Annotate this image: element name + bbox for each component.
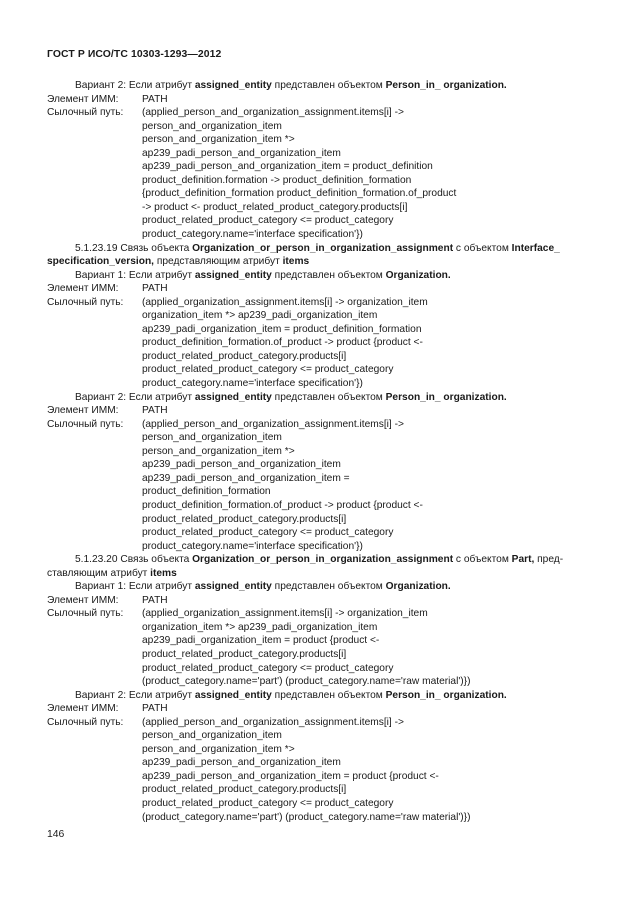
element-imm-row	[47, 282, 587, 296]
variant-mid: представлен объектом	[271, 80, 386, 91]
path-line: person_and_organization_item *>	[142, 445, 295, 457]
attribute-name: assigned_entity	[194, 269, 272, 281]
section-entity: Organization_or_person_in_organization_assignment	[192, 554, 454, 566]
section-target: Part,	[511, 554, 535, 566]
path-line: ap239_padi_person_and_organization_item = product_definition	[142, 161, 433, 173]
page-number: 146	[47, 829, 65, 840]
reference-path-value	[142, 296, 587, 391]
variant-prefix: Вариант 1: Если атрибут	[75, 269, 195, 281]
element-imm-row	[47, 594, 587, 608]
reference-path-row	[47, 716, 587, 824]
path-line: organization_item *> ap239_padi_organization_item	[142, 621, 378, 633]
element-imm-row	[47, 93, 587, 107]
section-number: 5.1.23.19	[75, 242, 118, 254]
entity-name: Organization.	[385, 581, 451, 593]
path-line: product_category.name='interface specification'})	[142, 229, 363, 241]
path-line: ap239_padi_person_and_organization_item =	[142, 472, 350, 484]
element-imm-value: PATH	[142, 283, 168, 295]
path-line: -> product <- product_related_product_category.products[i]	[142, 201, 408, 213]
element-imm-value: PATH	[142, 405, 168, 417]
variant-prefix: Вариант 2: Если атрибут	[75, 391, 195, 403]
path-line: ap239_padi_person_and_organization_item	[142, 147, 341, 159]
entity-name: Person_in_ organization.	[385, 80, 507, 91]
variant-line	[47, 391, 587, 405]
attribute-name: assigned_entity	[194, 80, 272, 91]
variant-mid: представлен объектом	[271, 581, 386, 593]
variant-mid: представлен объектом	[271, 269, 386, 281]
entity-name: Person_in_ organization.	[385, 391, 507, 403]
reference-path-label: Сылочный путь:	[47, 107, 124, 119]
element-imm-label: Элемент ИММ:	[47, 703, 119, 715]
path-line: ap239_padi_person_and_organization_item	[142, 757, 341, 769]
variant-line	[47, 269, 587, 283]
section-text: представляющим атрибут	[154, 256, 283, 268]
path-line: person_and_organization_item *>	[142, 743, 295, 755]
element-imm-value: PATH	[142, 594, 168, 606]
reference-path-value	[142, 607, 587, 688]
variant-prefix: Вариант 2: Если атрибут	[75, 689, 195, 701]
running-header: ГОСТ Р ИСО/ТС 10303-1293—2012	[47, 49, 222, 60]
reference-path-label: Сылочный путь:	[47, 418, 124, 430]
path-line: person_and_organization_item *>	[142, 134, 295, 146]
reference-path-row	[47, 607, 587, 688]
path-line: ap239_padi_person_and_organization_item	[142, 459, 341, 471]
path-line: product_related_product_category <= product_category	[142, 215, 394, 227]
section-heading	[47, 553, 587, 580]
element-imm-label: Элемент ИММ:	[47, 405, 119, 417]
path-line: product_definition_formation.of_product -> product {product <-	[142, 337, 423, 349]
path-line: (applied_person_and_organization_assignment.items[i] ->	[142, 418, 404, 430]
variant-mid: представлен объектом	[271, 391, 386, 403]
path-line: product_related_product_category <= product_category	[142, 527, 394, 539]
path-line: ap239_padi_organization_item = product_definition_formation	[142, 323, 422, 335]
path-line: product_related_product_category.products[i]	[142, 648, 347, 660]
element-imm-row	[47, 404, 587, 418]
element-imm-label: Элемент ИММ:	[47, 283, 119, 295]
path-line: product_definition.formation -> product_definition_formation	[142, 174, 412, 186]
path-line: product_related_product_category <= product_category	[142, 797, 394, 809]
section-number: 5.1.23.20	[75, 554, 118, 566]
section-text: пред-ставляющим атрибут	[47, 554, 564, 579]
path-line: (applied_organization_assignment.items[i] -> organization_item	[142, 296, 428, 308]
reference-path-row	[47, 418, 587, 553]
section-text: Связь объекта	[117, 554, 193, 566]
path-line: organization_item *> ap239_padi_organization_item	[142, 310, 378, 322]
path-line: (applied_person_and_organization_assignment.items[i] ->	[142, 107, 404, 119]
path-line: ap239_padi_organization_item = product {product <-	[142, 635, 380, 647]
reference-path-label: Сылочный путь:	[47, 716, 124, 728]
variant-mid: представлен объектом	[271, 689, 386, 701]
path-line: product_category.name='interface specification'})	[142, 540, 363, 552]
reference-path-value	[142, 418, 587, 553]
path-line: product_related_product_category.products[i]	[142, 350, 347, 362]
path-line: product_related_product_category.products[i]	[142, 784, 347, 796]
path-line: (applied_person_and_organization_assignment.items[i] ->	[142, 716, 404, 728]
section-attribute: items	[282, 256, 310, 268]
reference-path-label: Сылочный путь:	[47, 608, 124, 620]
element-imm-row	[47, 702, 587, 716]
section-attribute: items	[150, 567, 177, 579]
section-text: с объектом	[453, 554, 512, 566]
path-line: product_related_product_category <= product_category	[142, 662, 394, 674]
section-entity: Organization_or_person_in_organization_assignment	[192, 242, 454, 254]
path-line: (applied_organization_assignment.items[i] -> organization_item	[142, 608, 428, 620]
variant-line	[47, 79, 587, 93]
reference-path-value	[142, 716, 587, 824]
element-imm-label: Элемент ИММ:	[47, 594, 119, 606]
path-line: (product_category.name='part') (product_category.name='raw material')})	[142, 676, 471, 688]
element-imm-label: Элемент ИММ:	[47, 93, 119, 105]
variant-prefix: Вариант 1: Если атрибут	[75, 581, 195, 593]
variant-prefix: Вариант 2: Если атрибут	[75, 80, 195, 91]
document-body	[47, 79, 587, 824]
path-line: product_category.name='interface specification'})	[142, 378, 363, 390]
path-line: (product_category.name='part') (product_category.name='raw material')})	[142, 811, 471, 823]
path-line: product_related_product_category.products[i]	[142, 513, 347, 525]
attribute-name: assigned_entity	[194, 581, 272, 593]
reference-path-value	[142, 106, 587, 241]
reference-path-label: Сылочный путь:	[47, 296, 124, 308]
attribute-name: assigned_entity	[194, 689, 272, 701]
variant-line	[47, 580, 587, 594]
reference-path-row	[47, 296, 587, 391]
reference-path-row	[47, 106, 587, 241]
path-line: person_and_organization_item	[142, 730, 282, 742]
path-line: product_definition_formation	[142, 486, 271, 498]
element-imm-value: PATH	[142, 703, 168, 715]
path-line: ap239_padi_person_and_organization_item = product {product <-	[142, 770, 439, 782]
path-line: {product_definition_formation product_definition_formation.of_product	[142, 188, 457, 200]
section-text: с объектом	[453, 242, 512, 254]
section-target: Interface_ specification_version,	[47, 242, 560, 268]
path-line: product_related_product_category <= product_category	[142, 364, 394, 376]
path-line: person_and_organization_item	[142, 432, 282, 444]
path-line: product_definition_formation.of_product -> product {product <-	[142, 499, 423, 511]
element-imm-value: PATH	[142, 93, 168, 105]
section-heading	[47, 242, 587, 269]
attribute-name: assigned_entity	[194, 391, 272, 403]
path-line: person_and_organization_item	[142, 120, 282, 132]
variant-line	[47, 689, 587, 703]
entity-name: Organization.	[385, 269, 451, 281]
section-text: Связь объекта	[117, 242, 193, 254]
entity-name: Person_in_ organization.	[385, 689, 507, 701]
